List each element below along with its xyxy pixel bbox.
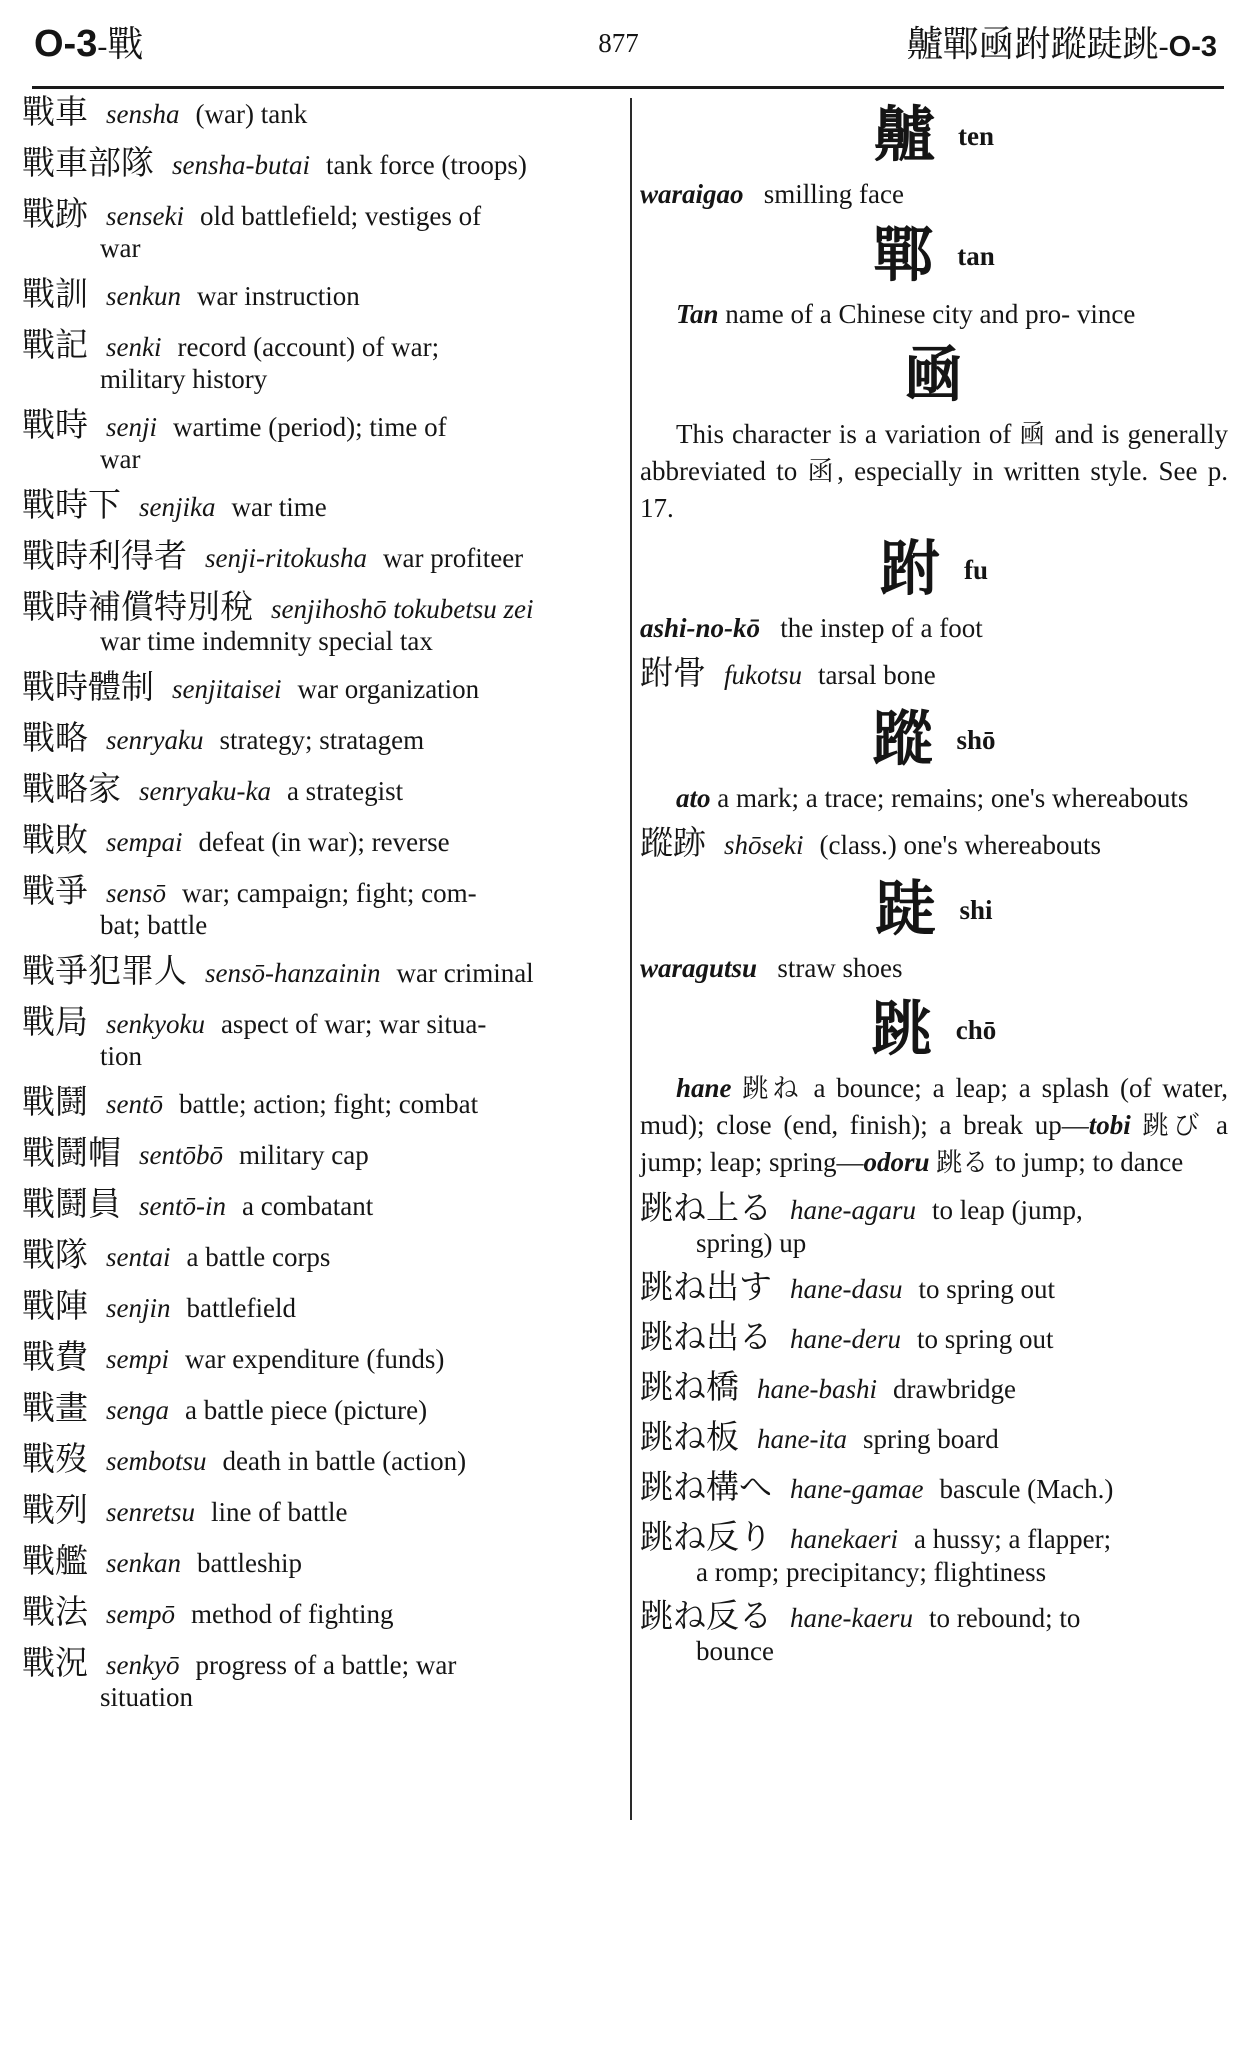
compound-entry	[640, 1366, 1228, 1410]
meaning-entry	[640, 1070, 1228, 1181]
headword: 戰時利得者	[22, 536, 187, 575]
reading: senkan	[106, 1548, 181, 1578]
romaji-fu: fu	[963, 554, 988, 585]
running-head	[0, 0, 1237, 95]
compound-entry	[640, 1266, 1228, 1310]
gloss: war; campaign; fight; com-	[182, 878, 477, 908]
reading: senkyoku	[106, 1009, 205, 1039]
compound-entry	[640, 1416, 1228, 1460]
headword: 戰爭犯罪人	[22, 951, 187, 990]
reading: senjitaisei	[172, 674, 282, 704]
dictionary-entry	[22, 820, 624, 862]
romaji-shi: shi	[959, 894, 993, 925]
gloss: a mark; a trace; remains; one's	[717, 783, 1046, 813]
reading: sentōbō	[139, 1140, 223, 1170]
gloss: a hussy; a flapper;	[913, 1524, 1112, 1554]
meaning-entry	[640, 296, 1228, 332]
left-column	[22, 92, 624, 1723]
headword: 戰歿	[22, 1439, 88, 1478]
reading: hane-agaru	[790, 1195, 916, 1225]
dictionary-entry	[22, 951, 624, 993]
gloss: military cap	[239, 1140, 369, 1170]
reading: sempi	[106, 1344, 169, 1374]
dictionary-entry	[22, 1133, 624, 1175]
romaji-ten: ten	[958, 120, 994, 151]
character-heading-cho	[640, 994, 1228, 1065]
gloss-continuation: whereabouts	[1051, 783, 1189, 813]
reading: sentai	[106, 1242, 171, 1272]
dictionary-entry	[22, 1337, 624, 1379]
headword: 戰略家	[22, 769, 121, 808]
compound-entry	[640, 1516, 1228, 1589]
gloss: battle; action; fight; combat	[179, 1089, 479, 1119]
reading: fukotsu	[724, 660, 802, 690]
dictionary-entry	[22, 194, 624, 265]
gloss-continuation: war	[100, 444, 141, 474]
reading: senryaku-ka	[139, 776, 271, 806]
reading: sensha	[106, 99, 180, 129]
headword: 蹤跡	[640, 823, 706, 862]
section-code-left: O-3	[34, 23, 98, 65]
header-dash-right: -	[1158, 30, 1169, 63]
headword: 戰時補償特別稅	[22, 587, 253, 626]
headword: 戰陣	[22, 1286, 88, 1325]
dictionary-entry	[22, 1592, 624, 1634]
gloss: a battle corps	[186, 1242, 331, 1272]
reading: tobi	[1088, 1110, 1131, 1140]
gloss: war profiteer	[383, 543, 524, 573]
dictionary-entry	[22, 718, 624, 760]
compound-entry	[640, 822, 1228, 866]
dictionary-entry	[22, 587, 624, 658]
dictionary-entry	[22, 1235, 624, 1277]
gloss: to spring out	[916, 1324, 1054, 1354]
headword: 戰記	[22, 325, 88, 364]
headword: 跳ね構へ	[640, 1467, 772, 1506]
headword: 戰車部隊	[22, 143, 154, 182]
reading: hane-ita	[757, 1424, 847, 1454]
reading: hane-kaeru	[790, 1603, 913, 1633]
gloss: drawbridge	[892, 1374, 1016, 1404]
header-kanji-right: 齇鄲凾跗蹤跿跳	[906, 24, 1159, 65]
headword: 戰跡	[22, 194, 88, 233]
compound-entry	[640, 1466, 1228, 1510]
reading: waragutsu	[640, 953, 758, 983]
reading: senjihoshō tokubetsu zei	[271, 594, 534, 624]
headword: 戰鬪	[22, 1082, 88, 1121]
kana-form: 跳ね	[742, 1074, 803, 1104]
gloss: old battlefield; vestiges of	[199, 201, 482, 231]
gloss: death in battle (action)	[222, 1446, 467, 1476]
note-text: This character is a variation of	[676, 419, 1012, 449]
dictionary-entry	[22, 1643, 624, 1714]
reading: senki	[106, 332, 162, 362]
reading: ashi-no-kō	[640, 613, 761, 643]
gloss-continuation: military history	[100, 364, 268, 394]
gloss: (class.) one's whereabouts	[819, 830, 1102, 860]
kana-form: 跳び	[1142, 1111, 1205, 1141]
character-sho: 蹤	[872, 704, 933, 775]
reading: senkun	[106, 281, 181, 311]
character-tan: 鄲	[873, 220, 934, 291]
headword: 戰艦	[22, 1541, 88, 1580]
gloss: to leap (jump,	[931, 1195, 1083, 1225]
reading: ato	[676, 783, 711, 813]
header-rule	[32, 86, 1224, 89]
gloss: a battle piece (picture)	[185, 1395, 428, 1425]
compound-entry	[640, 1187, 1228, 1260]
dictionary-entry	[22, 1388, 624, 1430]
headword: 戰時體制	[22, 667, 154, 706]
gloss: tarsal bone	[818, 660, 936, 690]
dictionary-entry	[22, 405, 624, 476]
gloss: smilling face	[763, 179, 904, 209]
gloss-continuation: situation	[100, 1682, 193, 1712]
headword: 戰列	[22, 1490, 88, 1529]
meaning-entry	[640, 950, 1228, 986]
dictionary-entry	[22, 325, 624, 396]
reading: Tan	[676, 299, 719, 329]
headword: 跳ね橋	[640, 1367, 739, 1406]
gloss: a combatant	[242, 1191, 374, 1221]
dictionary-entry	[22, 1082, 624, 1124]
gloss: war expenditure (funds)	[185, 1344, 445, 1374]
gloss: to jump; to dance	[995, 1147, 1184, 1177]
gloss: to rebound; to	[928, 1603, 1081, 1633]
headword: 戰鬪帽	[22, 1133, 121, 1172]
reading: senryaku	[106, 725, 204, 755]
headword: 戰費	[22, 1337, 88, 1376]
headword: 跳ね反る	[640, 1596, 772, 1635]
header-right	[907, 16, 1217, 67]
character-heading-tan	[640, 220, 1228, 291]
character-variant: 凾	[904, 340, 964, 411]
headword: 跳ね上る	[640, 1188, 772, 1227]
gloss: record (account) of war;	[177, 332, 440, 362]
gloss: a bounce; a leap; a splash (of water, mud); close (end, finish); a break up—	[640, 1073, 1228, 1140]
dictionary-entry	[22, 143, 624, 185]
reading: sempai	[106, 827, 183, 857]
gloss: defeat (in war); reverse	[198, 827, 450, 857]
header-dash-left: -	[97, 30, 108, 63]
note-character: 凾	[1019, 420, 1047, 450]
gloss: straw shoes	[777, 953, 903, 983]
reading: senretsu	[106, 1497, 195, 1527]
note-character: 函	[807, 457, 838, 487]
note-text: , especially in written style. See p. 17.	[640, 456, 1228, 523]
dictionary-entry	[22, 536, 624, 578]
page-number: 877	[598, 28, 639, 58]
headword: 戰爭	[22, 871, 88, 910]
reading: shōseki	[724, 830, 804, 860]
romaji-sho: shō	[956, 724, 996, 755]
variant-note	[640, 416, 1228, 526]
gloss: war organization	[297, 674, 480, 704]
meaning-entry	[640, 610, 1228, 646]
reading: sembotsu	[106, 1446, 207, 1476]
reading: senseki	[106, 201, 184, 231]
reading: senji	[106, 412, 157, 442]
character-heading-fu	[640, 534, 1228, 605]
gloss: method of fighting	[191, 1599, 394, 1629]
dictionary-entry	[22, 92, 624, 134]
reading: waraigao	[640, 179, 744, 209]
header-kanji-left: 戰	[107, 24, 144, 65]
character-heading-ten	[640, 100, 1228, 171]
headword: 跗骨	[640, 653, 706, 692]
headword: 戰局	[22, 1002, 88, 1041]
dictionary-entry	[22, 769, 624, 811]
gloss: spring board	[862, 1424, 999, 1454]
dictionary-entry	[22, 1490, 624, 1532]
headword: 跳ね出る	[640, 1317, 772, 1356]
headword: 戰時	[22, 405, 88, 444]
character-heading-shi	[640, 874, 1228, 945]
reading: senjin	[106, 1293, 171, 1323]
compound-entry	[640, 652, 1228, 696]
character-heading-variant	[640, 340, 1228, 411]
reading: senjika	[139, 492, 216, 522]
character-ten: 齇	[874, 100, 934, 171]
headword: 戰況	[22, 1643, 88, 1682]
romaji-tan: tan	[957, 240, 995, 271]
meaning-entry	[640, 176, 1228, 212]
reading: senga	[106, 1395, 169, 1425]
dictionary-entry	[22, 1002, 624, 1073]
romaji-cho: chō	[955, 1014, 997, 1045]
gloss: name of a Chinese city and pro-	[725, 299, 1071, 329]
reading: sensō	[106, 878, 166, 908]
headword: 戰時下	[22, 485, 121, 524]
section-code-right: O-3	[1168, 31, 1217, 63]
reading: odoru	[863, 1147, 930, 1177]
character-heading-sho	[640, 704, 1228, 775]
reading: hane	[676, 1073, 732, 1103]
dictionary-entry	[22, 1286, 624, 1328]
dictionary-entry	[22, 871, 624, 942]
right-column	[640, 92, 1228, 1674]
gloss: a jump; leap; spring—	[640, 1110, 1228, 1177]
headword: 戰畫	[22, 1388, 88, 1427]
reading: hane-gamae	[790, 1474, 924, 1504]
gloss-continuation: a romp; precipitancy; flightiness	[696, 1557, 1047, 1587]
headword: 戰車	[22, 92, 88, 131]
dictionary-entry	[22, 667, 624, 709]
gloss: bascule (Mach.)	[939, 1474, 1114, 1504]
dictionary-entry	[22, 274, 624, 316]
gloss-continuation: tion	[100, 1041, 143, 1071]
kana-form: 跳る	[936, 1148, 989, 1178]
gloss: progress of a battle; war	[195, 1650, 457, 1680]
gloss: battleship	[196, 1548, 302, 1578]
dictionary-entry	[22, 485, 624, 527]
reading: senji-ritokusha	[205, 543, 367, 573]
character-cho: 跳	[871, 994, 932, 1065]
dictionary-entry	[22, 1184, 624, 1226]
dictionary-entry	[22, 1541, 624, 1583]
character-shi: 跿	[875, 874, 936, 945]
headword: 戰隊	[22, 1235, 88, 1274]
headword: 戰敗	[22, 820, 88, 859]
gloss: the instep of a foot	[780, 613, 983, 643]
gloss-continuation: war time indemnity special tax	[100, 626, 433, 656]
character-fu: 跗	[879, 534, 940, 605]
headword: 戰鬪員	[22, 1184, 121, 1223]
gloss: war instruction	[196, 281, 360, 311]
reading: sentō	[106, 1089, 163, 1119]
column-divider	[630, 98, 632, 1820]
reading: senkyō	[106, 1650, 180, 1680]
reading: sentō-in	[139, 1191, 226, 1221]
gloss-continuation: vince	[1076, 299, 1136, 329]
reading: hane-deru	[790, 1324, 901, 1354]
headword: 跳ね板	[640, 1417, 739, 1456]
headword: 戰法	[22, 1592, 88, 1631]
reading: sempō	[106, 1599, 175, 1629]
headword: 戰略	[22, 718, 88, 757]
gloss: to spring out	[918, 1274, 1055, 1304]
gloss: a strategist	[286, 776, 404, 806]
reading: hane-bashi	[757, 1374, 877, 1404]
gloss: tank force (troops)	[326, 150, 527, 180]
compound-entry	[640, 1595, 1228, 1668]
gloss: wartime (period); time of	[173, 412, 447, 442]
note-text: and is generally abbreviated to	[640, 419, 1229, 486]
reading: sensō-hanzainin	[205, 958, 381, 988]
gloss-continuation: bounce	[696, 1636, 774, 1666]
gloss: strategy; stratagem	[219, 725, 425, 755]
dictionary-entry	[22, 1439, 624, 1481]
headword: 跳ね反り	[640, 1517, 772, 1556]
gloss: battlefield	[186, 1293, 296, 1323]
headword: 戰訓	[22, 274, 88, 313]
gloss-continuation: bat; battle	[100, 910, 208, 940]
gloss: war criminal	[396, 958, 534, 988]
compound-entry	[640, 1316, 1228, 1360]
gloss: line of battle	[211, 1497, 348, 1527]
reading: hane-dasu	[790, 1274, 903, 1304]
meaning-entry	[640, 780, 1228, 816]
gloss: (war) tank	[195, 99, 308, 129]
reading: sensha-butai	[172, 150, 310, 180]
reading: hanekaeri	[790, 1524, 898, 1554]
gloss: aspect of war; war situa-	[220, 1009, 487, 1039]
gloss-continuation: war	[100, 233, 141, 263]
gloss-continuation: spring) up	[696, 1228, 807, 1258]
gloss: war time	[231, 492, 327, 522]
headword: 跳ね出す	[640, 1267, 772, 1306]
